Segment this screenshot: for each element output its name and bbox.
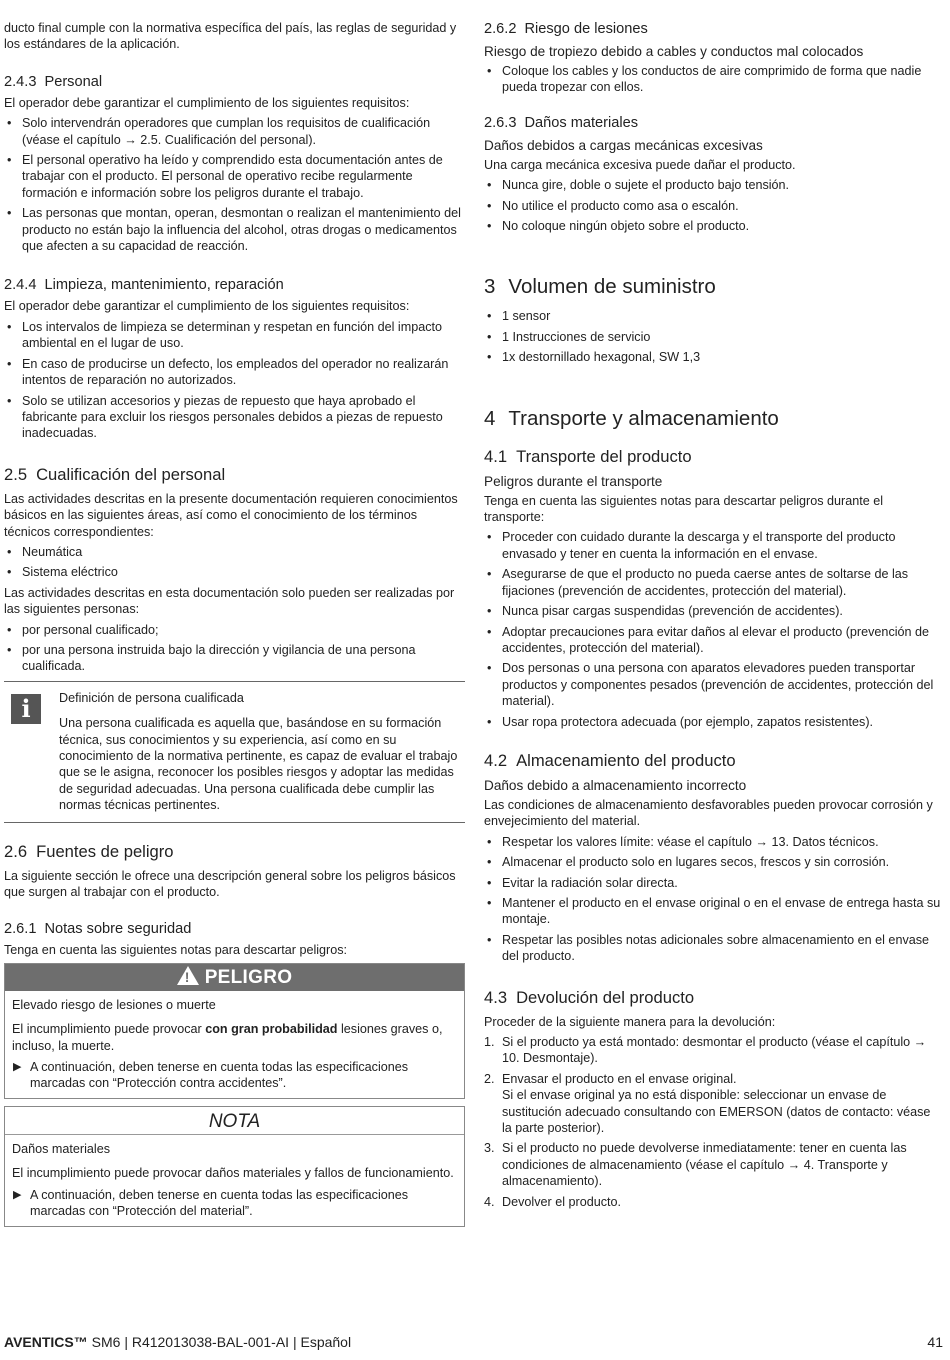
numbered-list (484, 1034, 942, 1210)
heading-2-6-1: 2.6.1 Notas sobre seguridad (4, 921, 192, 938)
paragraph: La siguiente sección le ofrece una descripción general sobre los peligros básicos que surgen al trabajar con el producto. (4, 868, 456, 900)
list-item: • 1 Instrucciones de servicio (484, 329, 942, 345)
arrow-right-icon: ▶ (13, 1188, 22, 1201)
bullet-list (484, 63, 942, 96)
info-box (4, 681, 465, 823)
danger-notice (4, 963, 465, 1099)
list-item: • Asegurarse de que el producto no pueda caerse antes de soltarse de las fijaciones (prevención de accidentes, protección del material). (484, 566, 942, 599)
bullet-list (4, 622, 465, 675)
heading-4-3: 4.3 Devolución del producto (484, 987, 695, 1007)
paragraph: Las actividades descritas en esta documentación solo pueden ser realizadas por las siguientes personas: (4, 585, 455, 617)
list-item: • por personal cualificado; (4, 622, 465, 638)
list-item: • Evitar la radiación solar directa. (484, 875, 942, 891)
list-item: 1. Si el producto ya está montado: desmontar el producto (véase el capítulo → 10. Desmontaje). (484, 1035, 927, 1066)
subheading: Peligros durante el transporte (484, 473, 663, 489)
notice-body (5, 1135, 464, 1226)
notice-step: ▶ A continuación, deben tenerse en cuenta todas las especificaciones marcadas con “Protección del material”. (13, 1187, 409, 1219)
list-item: • Coloque los cables y los conductos de aire comprimido de forma que nadie pueda tropezar con ellos. (484, 63, 942, 96)
bullet-list (4, 115, 465, 254)
heading-4: 4 Transporte y almacenamiento (484, 406, 779, 430)
list-item: • Usar ropa protectora adecuada (por ejemplo, zapatos resistentes). (484, 714, 942, 730)
bullet-list (484, 308, 942, 365)
list-item: • Respetar los valores límite: véase el capítulo → 13. Datos técnicos. (484, 834, 942, 850)
paragraph: Las condiciones de almacenamiento desfavorables pueden provocar corrosión y envejecimiento del material. (484, 797, 933, 829)
list-item: • Los intervalos de limpieza se determinan y respetan en función del impacto ambiental en el lugar de uso. (4, 319, 465, 352)
list-item: • Solo intervendrán operadores que cumplan los requisitos de cualificación (véase el capítulo → 2.5. Cualificación del personal). (4, 115, 465, 148)
notice-title: Daños materiales (12, 1141, 110, 1156)
info-icon: i (11, 694, 41, 724)
bullet-list (484, 834, 942, 965)
document-id: SM6 | R412013038-BAL-001-AI | Español (87, 1334, 352, 1350)
list-item: • Solo se utilizan accesorios y piezas de repuesto que haya aprobado el fabricante para excluir los riesgos personales debidos a piezas de repuesto inadecuadas. (4, 393, 465, 442)
intro-paragraph: ducto final cumple con la normativa específica del país, las reglas de seguridad y los estándares de la aplicación. (4, 21, 457, 52)
list-item: • Dos personas o una persona con aparatos elevadores pueden transportar productos y componentes pesados (prevención de accidentes, protección del material). (484, 660, 942, 709)
danger-title: Elevado riesgo de lesiones o muerte (12, 997, 216, 1012)
paragraph: El operador debe garantizar el cumplimiento de los siguientes requisitos: (4, 299, 410, 314)
list-item: • No utilice el producto como asa o escalón. (484, 198, 942, 214)
danger-text: El incumplimiento puede provocar con gran probabilidad lesiones graves o, incluso, la muerte. (12, 1022, 443, 1053)
subheading: Riesgo de tropiezo debido a cables y conductos mal colocados (484, 44, 864, 59)
danger-label: PELIGRO (204, 966, 293, 988)
list-item: • Neumática (4, 544, 465, 560)
list-item: • por una persona instruida bajo la dirección y vigilancia de una persona cualificada. (4, 642, 465, 675)
subheading: Daños debido a almacenamiento incorrecto (484, 777, 747, 793)
left-column (4, 20, 465, 1227)
arrow-right-icon: ▶ (13, 1061, 22, 1074)
list-item: 4. Devolver el producto. (484, 1194, 622, 1209)
brand-name: AVENTICS™ (4, 1334, 88, 1350)
notice-text: El incumplimiento puede provocar daños materiales y fallos de funcionamiento. (12, 1166, 454, 1181)
list-item: • En caso de producirse un defecto, los empleados del operador no realizarán intentos de reparación no autorizados. (4, 356, 465, 389)
bullet-list (484, 529, 942, 729)
warning-triangle-icon (177, 966, 199, 985)
heading-2-6: 2.6 Fuentes de peligro (4, 841, 174, 861)
paragraph: El operador debe garantizar el cumplimiento de los siguientes requisitos: (4, 95, 410, 110)
danger-header (5, 964, 464, 991)
list-item: • Proceder con cuidado durante la descarga y el transporte del producto envasado y tener en cuenta la información en el envase. (484, 529, 942, 562)
heading-2-6-2: 2.6.2 Riesgo de lesiones (484, 21, 648, 37)
list-item: • Mantener el producto en el envase original o en el envase de entrega hasta su montaje. (484, 895, 942, 928)
subheading: Daños debidos a cargas mecánicas excesivas (484, 137, 763, 153)
page-footer (4, 1333, 351, 1351)
list-item: • Respetar las posibles notas adicionales sobre almacenamiento en el envase del producto. (484, 932, 942, 965)
paragraph: Tenga en cuenta las siguientes notas para descartar peligros: (4, 943, 348, 958)
right-column (484, 20, 942, 1210)
list-item: 3. Si el producto no puede devolverse inmediatamente: tener en cuenta las condiciones de almacenamiento (véase el capítulo → 4. Transporte y almacenamiento). (484, 1141, 907, 1189)
list-item: • El personal operativo ha leído y comprendido esta documentación antes de trabajar con el producto. El personal de operativo recibe regularmente formación e información sobre los peligros durante el trabajo. (4, 152, 465, 201)
list-item: • 1x destornillado hexagonal, SW 1,3 (484, 349, 942, 365)
heading-4-1: 4.1 Transporte del producto (484, 446, 692, 466)
heading-4-2: 4.2 Almacenamiento del producto (484, 750, 736, 770)
list-item: 2. Envasar el producto en el envase original. Si el envase original ya no está disponible: seleccionar un envase de sustitución adecuado consultando con EMERSON (datos de contacto: véase la parte posterior). (484, 1071, 931, 1136)
list-item: • Las personas que montan, operan, desmontan o realizan el mantenimiento del producto no están bajo la influencia del alcohol, otras drogas o medicamentos que afecten a su capacidad de reacción. (4, 205, 465, 254)
info-text: Una persona cualificada es aquella que, basándose en su formación técnica, sus conocimientos y su experiencia, así como en su conocimiento de la normativa pertinente, es capaz de evaluar el trabajo que se le asigna, reconocer los posibles riesgos y adoptar las medidas de seguridad adecuadas. Una persona cualificada debe cumplir las normas técnicas pertinentes. (59, 716, 458, 813)
heading-2-5: 2.5 Cualificación del personal (4, 464, 226, 484)
list-item: • Nunca gire, doble o sujete el producto bajo tensión. (484, 177, 942, 193)
page-number: 41 (927, 1334, 943, 1350)
bullet-list (4, 544, 465, 581)
paragraph: Una carga mecánica excesiva puede dañar el producto. (484, 157, 796, 172)
notice-label: NOTA (5, 1107, 464, 1135)
paragraph: Tenga en cuenta las siguientes notas para descartar peligros durante el transporte: (484, 493, 884, 525)
list-item: • Almacenar el producto solo en lugares secos, frescos y sin corrosión. (484, 854, 942, 870)
paragraph: Las actividades descritas en la presente documentación requieren conocimientos básicos en las siguientes áreas, así como el conocimiento de los términos técnicos correspondientes: (4, 491, 458, 539)
list-item: • Nunca pisar cargas suspendidas (prevención de accidentes). (484, 603, 942, 619)
heading-3: 3 Volumen de suministro (484, 275, 716, 299)
bullet-list (4, 319, 465, 442)
heading-2-6-3: 2.6.3 Daños materiales (484, 114, 639, 131)
danger-body (5, 991, 464, 1098)
list-item: • Sistema eléctrico (4, 564, 465, 580)
paragraph: Proceder de la siguiente manera para la devolución: (484, 1014, 776, 1029)
heading-2-4-4: 2.4.4 Limpieza, mantenimiento, reparación (4, 277, 284, 294)
heading-2-4-3: 2.4.3 Personal (4, 73, 103, 90)
list-item: • 1 sensor (484, 308, 942, 324)
danger-step: ▶ A continuación, deben tenerse en cuenta todas las especificaciones marcadas con “Protección contra accidentes”. (13, 1060, 409, 1091)
info-body (59, 690, 465, 814)
info-title: Definición de persona cualificada (59, 690, 244, 705)
list-item: • Adoptar precauciones para evitar daños al elevar el producto (prevención de accidentes, protección del material). (484, 624, 942, 657)
list-item: • No coloque ningún objeto sobre el producto. (484, 218, 942, 234)
material-notice (4, 1106, 465, 1227)
bullet-list (484, 177, 942, 234)
